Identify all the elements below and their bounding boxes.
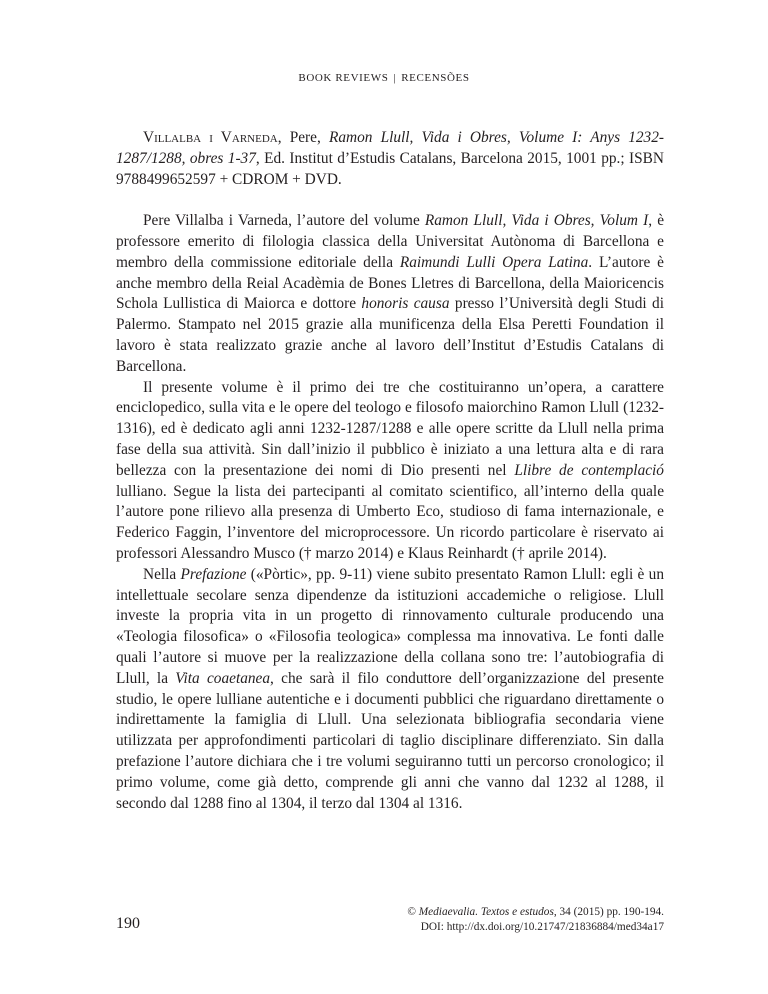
citation-author: Villalba i Varneda (143, 129, 278, 146)
page-number: 190 (116, 915, 140, 932)
paragraph-2-text-c: lulliano. Segue la lista dei partecipanti al comitato scientifico, all’interno della quale l’autore pone rilievo alla presenza di Umberto Eco, studioso di fama internazionale, e Federico Faggin, l’inventore del microprocessore. Un ricordo particolare è riservato ai professori Alessandro Musco († marzo 2014) e Klaus Reinhardt († aprile 2014). (116, 482, 664, 562)
paragraph-1-italic-f: honoris causa (361, 295, 450, 313)
review-body (116, 128, 664, 814)
paragraph-1-text-e: . L’autore è anche membro della Reial Acadèmia de Bones Lletres di Barcellona, della Maioricencis Schola Lullistica di Maiorca e dottore (116, 253, 664, 313)
paragraph-3-italic-b: Prefazione (180, 565, 247, 583)
journal-line (324, 905, 664, 920)
running-head-separator: | (393, 72, 397, 84)
citation-author-rest: , Pere, (277, 129, 329, 146)
paragraph-1-italic-d: Raimundi Lulli Opera Latina (399, 253, 589, 271)
paragraph-3 (116, 565, 664, 815)
paragraph-3-text-c: («Pòrtic», pp. 9-11) viene subito presentato Ramon Llull: egli è un intellettuale secolare senza dipendenze da istituzioni accademiche o religiose. Llull investe la propria vita in un progetto di rinnovamento culturale producendo una «Teologia filosofica» o «Filosofia teologica» complessa ma innovativa. Le fonti dalle quali l’autore si muove per la realizzazione della collana sono tre: l’autobiografia di Llull, la (116, 565, 664, 687)
paragraph-2 (116, 378, 664, 565)
paragraph-3-text-e: , che sarà il filo conduttore dell’organizzazione del presente studio, le opere lulliane autentiche e i documenti pubblici che riguardano direttamente o indirettamente la famiglia di Llull. Una selezionata bibliografia secondaria viene utilizzata per approfondimenti particolari di taglio disciplinare differenziato. Sin dalla prefazione l’autore dichiara che i tre volumi seguiranno tutti un percorso cronologico; il primo volume, come già detto, comprende gli anni che vanno dal 1232 al 1288, il secondo dal 1288 fino al 1304, il terzo dal 1304 al 1316. (116, 669, 664, 812)
doi-line: DOI: http://dx.doi.org/10.21747/21836884/med34a17 (420, 921, 664, 933)
paragraph-3-text-a: Nella (143, 565, 181, 583)
paragraph-2-text-a: Il presente volume è il primo dei tre che costituiranno un’opera, a carattere enciclopedico, sulla vita e le opere del teologo e filosofo maiorchino Ramon Llull (1232-1316), ed è dedicato agli anni 1232-1287/1288 e alle opere scritte da Llull nella prima fase della sua attività. Sin dall’inizio il pubblico è iniziato a una lettura alta e di rara bellezza con la presentazione dei nomi di Dio presenti nel (116, 378, 664, 479)
paragraph-3-italic-d: Vita coaetanea (175, 669, 271, 687)
paragraph-2-italic-b: Llibre de contemplació (514, 461, 664, 479)
running-head-left: BOOK REVIEWS (298, 72, 389, 84)
paragraph-1-italic-b: Ramon Llull, Vida i Obres, Volum I (424, 212, 649, 230)
citation-title: Ramon Llull, Vida i Obres, Volume I: Anys 1232-1287/1288, obres 1-37 (116, 129, 664, 167)
citation-publication: , Ed. Institut d’Estudis Catalans, Barcelona 2015, 1001 pp.; ISBN 9788499652597 + CDROM + DVD. (116, 149, 664, 188)
paragraph-1-text-a: Pere Villalba i Varneda, l’autore del volume (143, 212, 425, 230)
running-head-right: RECENSÕES (401, 72, 470, 84)
journal-volume: , 34 (2015) pp. 190-194. (553, 906, 664, 918)
bibliographic-citation (116, 128, 664, 190)
running-head (0, 72, 768, 84)
paragraph-1 (116, 211, 664, 377)
journal-citation (324, 905, 664, 935)
paragraph-1-text-g: presso l’Università degli Studi di Palermo. Stampato nel 2015 grazie alla munificenza della Elsa Peretti Foundation il lavoro è stata realizzato grazie anche al lavoro dell’Institut d’Estudis Catalans di Barcellona. (116, 295, 664, 375)
paragraph-1-text-c: , è professore emerito di filologia classica della Universitat Autònoma di Barcellona e membro della commissione editoriale della (116, 212, 664, 271)
journal-title: Mediaevalia. Textos e estudos (418, 906, 554, 918)
journal-copyright: © (407, 906, 419, 918)
